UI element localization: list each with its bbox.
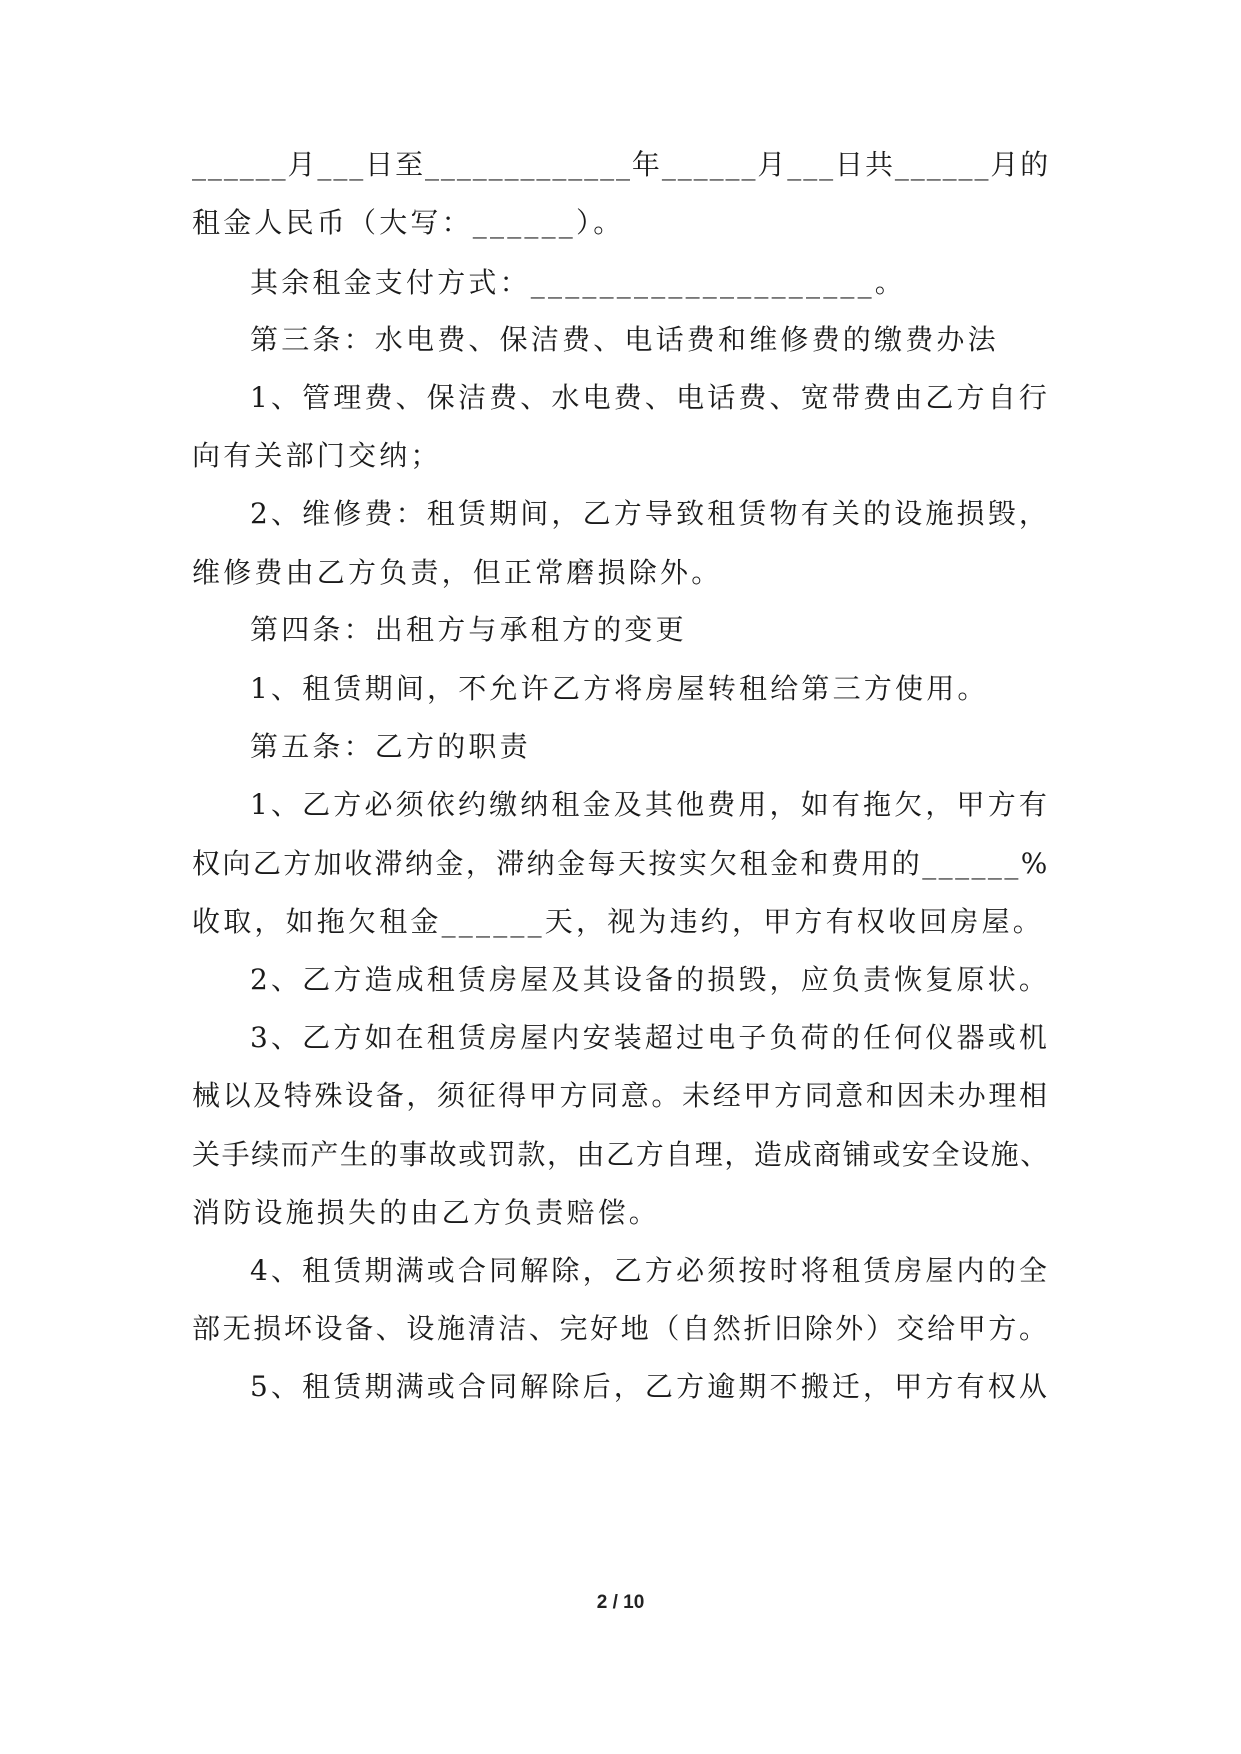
- text-line: 其余租金支付方式：____________________。: [250, 266, 907, 299]
- text-line: 4、租赁期满或合同解除，乙方必须按时将租赁房屋内的全: [250, 1254, 1051, 1287]
- text-line: 1、管理费、保洁费、水电费、电话费、宽带费由乙方自行: [250, 381, 1051, 414]
- text-line: 维修费由乙方负责，但正常磨损除外。: [192, 556, 723, 589]
- text-line: 1、租赁期间，不允许乙方将房屋转租给第三方使用。: [250, 672, 989, 705]
- section-heading: 第三条：水电费、保洁费、电话费和维修费的缴费办法: [250, 323, 999, 356]
- section-heading: 第四条：出租方与承租方的变更: [250, 613, 687, 646]
- text-line: 1、乙方必须依约缴纳租金及其他费用，如有拖欠，甲方有: [250, 788, 1051, 821]
- section-heading: 第五条：乙方的职责: [250, 730, 531, 763]
- text-line: 向有关部门交纳；: [192, 439, 442, 472]
- text-line: 5、租赁期满或合同解除后，乙方逾期不搬迁，甲方有权从: [250, 1370, 1051, 1403]
- text-line: 权向乙方加收滞纳金，滞纳金每天按实欠租金和费用的______%: [192, 847, 1050, 880]
- text-line: 械以及特殊设备，须征得甲方同意。未经甲方同意和因未办理相: [192, 1079, 1050, 1112]
- text-line: 2、维修费：租赁期间，乙方导致租赁物有关的设施损毁，: [250, 497, 1051, 530]
- text-line: 部无损坏设备、设施清洁、完好地（自然折旧除外）交给甲方。: [192, 1312, 1050, 1345]
- text-line: 租金人民币（大写：______）。: [192, 206, 625, 239]
- text-line: ______月___日至_____________年______月___日共______月的: [192, 148, 1051, 181]
- text-line: 3、乙方如在租赁房屋内安装超过电子负荷的任何仪器或机: [250, 1021, 1051, 1054]
- text-line: 2、乙方造成租赁房屋及其设备的损毁，应负责恢复原状。: [250, 963, 1051, 996]
- text-line: 收取，如拖欠租金______天，视为违约，甲方有权收回房屋。: [192, 905, 1045, 938]
- page-number: 2 / 10: [596, 1592, 645, 1613]
- text-line: 消防设施损失的由乙方负责赔偿。: [192, 1196, 661, 1229]
- text-line: 关手续而产生的事故或罚款，由乙方自理，造成商铺或安全设施、: [192, 1138, 1050, 1171]
